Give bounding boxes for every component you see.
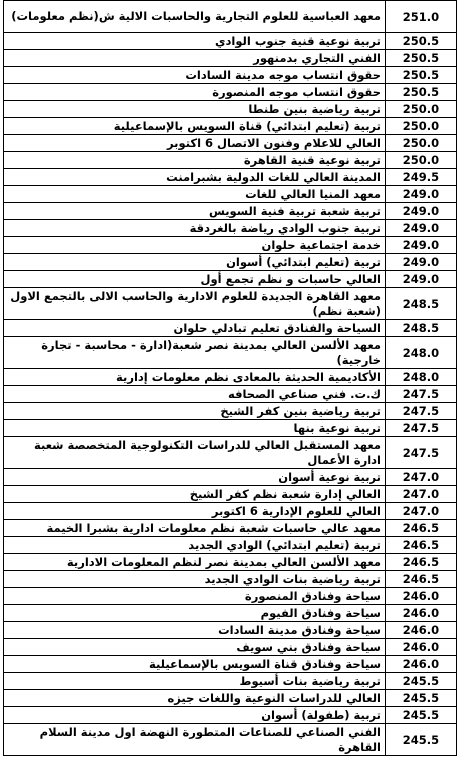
table-row [4,386,457,403]
table-row [4,724,457,756]
scores-table-body [4,1,457,756]
institute-name-cell: المدينة العالي للغات الدولية بشبرامنت [4,169,386,186]
score-cell: 246.5 [386,520,457,537]
table-row [4,237,457,254]
score-cell: 251.0 [386,1,457,33]
table-row [4,469,457,486]
institute-name-cell: معهد العباسية للعلوم التجارية والحاسبات الالية ش(نظم معلومات) [4,1,386,33]
score-cell: 248.5 [386,288,457,320]
institute-name-cell: تربية رياضية بنات أسيوط [4,673,386,690]
score-cell: 246.0 [386,656,457,673]
score-cell: 247.0 [386,469,457,486]
institute-name-cell: تربية (تعليم ابتدائي) أسوان [4,254,386,271]
table-row [4,135,457,152]
institute-name-cell: العالي حاسبات و نظم تجمع أول [4,271,386,288]
score-cell: 249.0 [386,220,457,237]
score-cell: 249.0 [386,271,457,288]
score-cell: 246.0 [386,588,457,605]
institute-name-cell: تربية نوعية أسوان [4,469,386,486]
institute-name-cell: الفني التجاري بدمنهور [4,50,386,67]
score-cell: 248.0 [386,337,457,369]
table-row [4,50,457,67]
table-row [4,503,457,520]
institute-name-cell: سياحة وفنادق قناة السويس بالإسماعيلية [4,656,386,673]
score-cell: 250.0 [386,118,457,135]
score-cell: 247.5 [386,403,457,420]
institute-name-cell: العالي إدارة شعبة نظم كفر الشيخ [4,486,386,503]
table-row [4,169,457,186]
table-row [4,254,457,271]
score-cell: 250.5 [386,67,457,84]
institute-name-cell: حقوق انتساب موجه مدينة السادات [4,67,386,84]
table-row [4,520,457,537]
score-cell: 250.0 [386,101,457,118]
table-row [4,101,457,118]
score-cell: 246.5 [386,554,457,571]
institute-name-cell: تربية (تعليم ابتدائي) قناة السويس بالإسماعيلية [4,118,386,135]
results-sheet [3,0,452,756]
table-row [4,220,457,237]
table-row [4,337,457,369]
institute-name-cell: خدمة اجتماعية حلوان [4,237,386,254]
table-row [4,690,457,707]
table-row [4,203,457,220]
table-row [4,707,457,724]
institute-name-cell: تربية رياضية بنين كفر الشيخ [4,403,386,420]
institute-name-cell: تربية (تعليم ابتدائي) الوادي الجديد [4,537,386,554]
score-cell: 247.5 [386,437,457,469]
score-cell: 250.0 [386,152,457,169]
institute-name-cell: السياحة والفنادق تعليم تبادلي حلوان [4,320,386,337]
institute-name-cell: ك.ت. فني صناعي الصحافه [4,386,386,403]
score-cell: 250.5 [386,84,457,101]
table-row [4,186,457,203]
institute-name-cell: تربية شعبة تربية فنية السويس [4,203,386,220]
table-row [4,571,457,588]
score-cell: 249.0 [386,203,457,220]
table-row [4,437,457,469]
institute-name-cell: معهد عالي حاسبات شعبة نظم معلومات ادارية بشبرا الخيمة [4,520,386,537]
institute-name-cell: سياحة وفنادق المنصورة [4,588,386,605]
score-cell: 249.0 [386,186,457,203]
score-cell: 247.0 [386,503,457,520]
score-cell: 245.5 [386,707,457,724]
table-row [4,118,457,135]
score-cell: 245.5 [386,690,457,707]
score-cell: 246.0 [386,622,457,639]
score-cell: 247.5 [386,420,457,437]
table-row [4,605,457,622]
score-cell: 245.5 [386,673,457,690]
institute-name-cell: العالي للعلوم الإدارية 6 اكتوبر [4,503,386,520]
institute-name-cell: العالي للاعلام وفنون الاتصال 6 اكتوبر [4,135,386,152]
score-cell: 249.0 [386,254,457,271]
table-row [4,288,457,320]
score-cell: 249.5 [386,169,457,186]
table-row [4,537,457,554]
scores-table [3,0,457,756]
institute-name-cell: معهد الألسن العالي بمدينة نصر شعبة(ادارة - محاسبة - تجارة خارجية) [4,337,386,369]
score-cell: 250.0 [386,135,457,152]
institute-name-cell: حقوق انتساب موجه المنصورة [4,84,386,101]
institute-name-cell: تربية رياضية بنات الوادي الجديد [4,571,386,588]
institute-name-cell: تربية نوعية بنها [4,420,386,437]
institute-name-cell: سياحة وفنادق بني سويف [4,639,386,656]
institute-name-cell: تربية نوعية قنية جنوب الوادي [4,33,386,50]
table-row [4,320,457,337]
table-row [4,673,457,690]
table-row [4,271,457,288]
score-cell: 246.5 [386,571,457,588]
score-cell: 248.0 [386,369,457,386]
table-row [4,588,457,605]
institute-name-cell: معهد المستقبل العالي للدراسات التكنولوجية المتخصصة شعبة ادارة الأعمال [4,437,386,469]
institute-name-cell: تربية جنوب الوادي رياضة بالغردقة [4,220,386,237]
score-cell: 247.5 [386,386,457,403]
institute-name-cell: سياحة وفنادق الفيوم [4,605,386,622]
institute-name-cell: تربية رياضية بنين طنطا [4,101,386,118]
score-cell: 247.0 [386,486,457,503]
table-row [4,67,457,84]
institute-name-cell: الأكاديمية الحديثة بالمعادى نظم معلومات إدارية [4,369,386,386]
table-row [4,420,457,437]
institute-name-cell: تربية (طفولة) أسوان [4,707,386,724]
institute-name-cell: تربية نوعية قنية القاهرة [4,152,386,169]
score-cell: 250.5 [386,50,457,67]
table-row [4,486,457,503]
score-cell: 246.0 [386,639,457,656]
institute-name-cell: الفني الصناعي للصناعات المتطورة النهضة اول مدينة السلام القاهرة [4,724,386,756]
table-row [4,639,457,656]
table-row [4,554,457,571]
table-row [4,369,457,386]
institute-name-cell: العالي للدراسات النوعية واللغات جيزه [4,690,386,707]
institute-name-cell: معهد المنيا العالي للغات [4,186,386,203]
score-cell: 249.0 [386,237,457,254]
table-row [4,33,457,50]
score-cell: 250.5 [386,33,457,50]
table-row [4,656,457,673]
institute-name-cell: معهد القاهرة الجديدة للعلوم الادارية والحاسب الالى بالتجمع الاول (شعبة نظم) [4,288,386,320]
score-cell: 246.0 [386,605,457,622]
score-cell: 246.5 [386,537,457,554]
table-row [4,403,457,420]
table-row [4,1,457,33]
table-row [4,152,457,169]
institute-name-cell: سياحة وفنادق مدينة السادات [4,622,386,639]
table-row [4,622,457,639]
score-cell: 245.5 [386,724,457,756]
institute-name-cell: معهد الألسن العالي بمدينة نصر لنظم المعلومات الادارية [4,554,386,571]
table-row [4,84,457,101]
score-cell: 248.5 [386,320,457,337]
